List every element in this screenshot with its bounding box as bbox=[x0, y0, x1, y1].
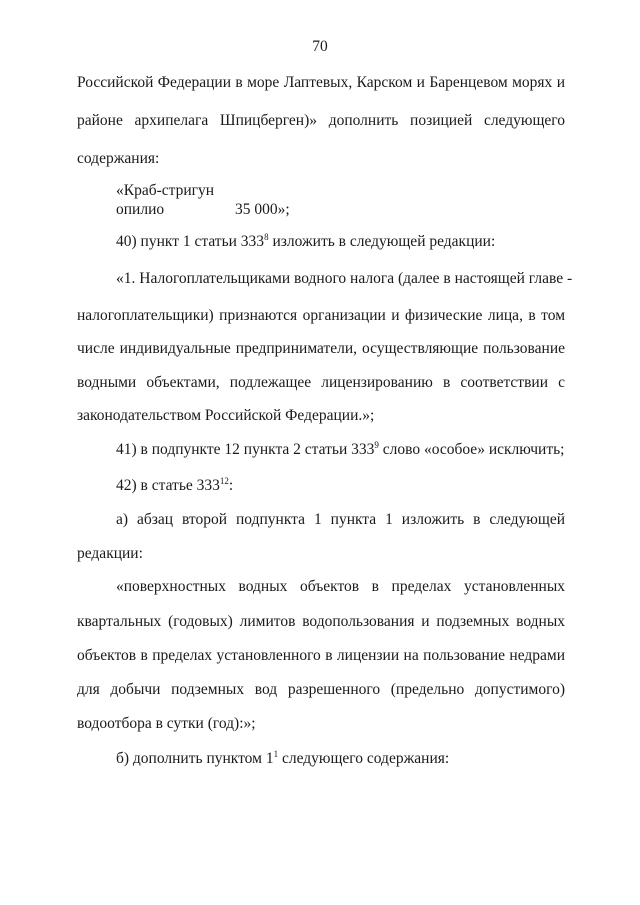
paragraph-line: а) абзац второй подпункта 1 пункта 1 изложить в следующей bbox=[116, 511, 565, 528]
paragraph-line: «1. Налогоплательщиками водного налога (далее в настоящей главе - bbox=[116, 270, 573, 287]
paragraph-line: водоотбора в сутки (год):»; bbox=[77, 715, 256, 732]
page-number: 70 bbox=[312, 38, 328, 55]
list-item-row bbox=[116, 200, 290, 220]
paragraph-line: числе индивидуальные предприниматели, осуществляющие пользование bbox=[77, 340, 565, 357]
paragraph-line: объектов в пределах установленного в лицензии на пользование недрами bbox=[77, 647, 565, 664]
item-42-text-end: : bbox=[228, 477, 234, 494]
paragraph-line: содержания: bbox=[77, 150, 160, 167]
paragraph-line: Российской Федерации в море Лаптевых, Карском и Баренцевом морях и bbox=[77, 74, 565, 91]
paragraph-line: редакции: bbox=[77, 545, 143, 562]
item-b bbox=[116, 749, 449, 769]
item-41-sup: 9 bbox=[374, 439, 379, 450]
list-item-name: «Краб-стригун bbox=[116, 182, 215, 199]
item-40-text: 40) пункт 1 статьи 333 bbox=[116, 233, 265, 250]
item-b-text-end: следующего содержания: bbox=[278, 750, 450, 767]
list-item-name-cont: опилио bbox=[116, 201, 165, 218]
paragraph-line: районе архипелага Шпицберген)» дополнить позицией следующего bbox=[77, 112, 565, 129]
item-40-text-end: изложить в следующей редакции: bbox=[268, 233, 496, 250]
paragraph-line: квартальных (годовых) лимитов водопользования и подземных водных bbox=[77, 613, 565, 630]
item-b-text: б) дополнить пунктом 1 bbox=[116, 750, 274, 767]
paragraph-line: «поверхностных водных объектов в пределах установленных bbox=[116, 578, 565, 595]
item-40-heading bbox=[116, 232, 495, 252]
paragraph-line: для добычи подземных вод разрешенного (предельно допустимого) bbox=[77, 681, 565, 698]
list-item-value: 35 000»; bbox=[235, 201, 290, 218]
item-b-sup: 1 bbox=[273, 748, 279, 759]
item-41 bbox=[116, 440, 564, 460]
item-42-sup: 12 bbox=[219, 475, 229, 486]
paragraph-line: законодательством Российской Федерации.»; bbox=[77, 407, 375, 424]
item-41-text-end: слово «особое» исключить; bbox=[378, 441, 565, 458]
paragraph-line: водными объектами, подлежащее лицензированию в соответствии с bbox=[77, 374, 565, 391]
paragraph-line: налогоплательщики) признаются организации и физические лица, в том bbox=[77, 307, 565, 324]
item-41-text: 41) в подпункте 12 пункта 2 статьи 333 bbox=[116, 441, 375, 458]
item-42 bbox=[116, 476, 233, 496]
item-42-text: 42) в статье 333 bbox=[116, 477, 220, 494]
item-40-sup: 8 bbox=[264, 231, 269, 242]
